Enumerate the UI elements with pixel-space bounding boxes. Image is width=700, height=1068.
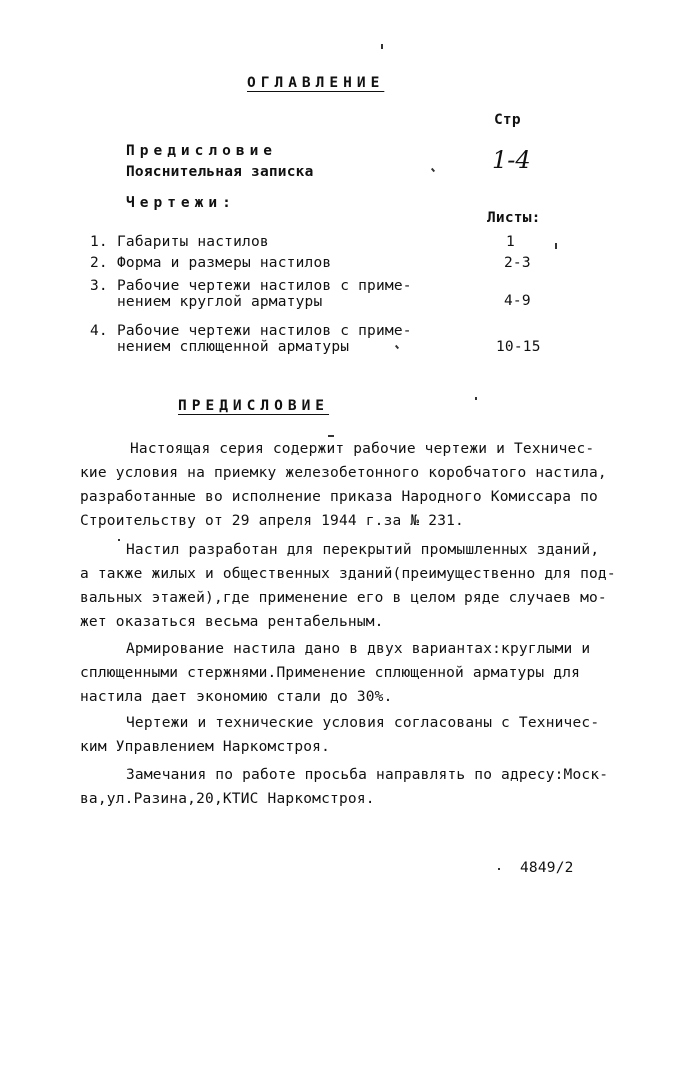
preface-line: жет оказаться весьма рентабельным. — [80, 614, 384, 630]
toc-item-number: 1. — [90, 234, 108, 250]
toc-item-sheets: 10-15 — [496, 339, 541, 355]
scan-speck — [118, 539, 120, 541]
scan-speck — [395, 345, 399, 349]
toc-item-number: 3. — [90, 278, 108, 294]
toc-item-text: Рабочие чертежи настилов с приме- — [117, 323, 412, 339]
toc-item-text: Форма и размеры настилов — [117, 255, 332, 271]
preface-line: а также жилых и общественных зданий(преимущественно для под- — [80, 566, 616, 582]
preface-line: Строительству от 29 апреля 1944 г.за № 231. — [80, 513, 464, 529]
toc-item-text: Габариты настилов — [117, 234, 269, 250]
preface-title: ПРЕДИСЛОВИЕ — [178, 398, 330, 414]
handwritten-page-range: 1-4 — [492, 146, 531, 174]
toc-item-text: нением круглой арматуры — [117, 294, 323, 310]
toc-item-text: Рабочие чертежи настилов с приме- — [117, 278, 412, 294]
preface-line: Чертежи и технические условия согласованы с Техничес- — [126, 715, 600, 731]
page-column-header: Стр — [494, 112, 521, 128]
preface-line: разработанные во исполнение приказа Народного Комиссара по — [80, 489, 598, 505]
toc-item-sheets: 4-9 — [504, 293, 531, 309]
preface-line: Настоящая серия содержит рабочие чертежи и Техничес- — [130, 441, 595, 457]
drawings-label: Чертежи: — [126, 195, 236, 211]
preface-line: сплющенными стержнями.Применение сплющенной арматуры для — [80, 665, 581, 681]
preface-line: ким Управлением Наркомстроя. — [80, 739, 331, 755]
preface-line: Замечания по работе просьба направлять по адресу:Моск- — [126, 767, 609, 783]
preface-line: Настил разработан для перекрытий промышленных зданий, — [126, 542, 600, 558]
preface-line: Армирование настила дано в двух вариантах:круглыми и — [126, 641, 591, 657]
document-number: 4849/2 — [520, 860, 574, 876]
contents-title: ОГЛАВЛЕНИЕ — [247, 75, 385, 91]
toc-item-number: 4. — [90, 323, 108, 339]
explanatory-note-entry: Пояснительная записка — [126, 164, 314, 180]
scan-speck — [431, 168, 435, 172]
toc-item-sheets: 1 — [506, 234, 515, 250]
scan-speck — [498, 868, 500, 870]
scan-speck — [328, 435, 334, 437]
preface-line: ва,ул.Разина,20,КТИС Наркомстроя. — [80, 791, 375, 807]
scan-speck — [381, 44, 383, 49]
scan-speck — [555, 243, 557, 249]
sheets-column-header: Листы: — [487, 210, 541, 226]
preface-line: кие условия на приемку железобетонного коробчатого настила, — [80, 465, 607, 481]
preface-line: настила дает экономию стали до 30%. — [80, 689, 393, 705]
preface-line: вальных этажей),где применение его в целом ряде случаев мо- — [80, 590, 607, 606]
toc-item-number: 2. — [90, 255, 108, 271]
toc-item-sheets: 2-3 — [504, 255, 531, 271]
preface-entry: Предисловие — [126, 143, 278, 159]
toc-item-text: нением сплющенной арматуры — [117, 339, 350, 355]
scan-speck — [475, 397, 477, 400]
